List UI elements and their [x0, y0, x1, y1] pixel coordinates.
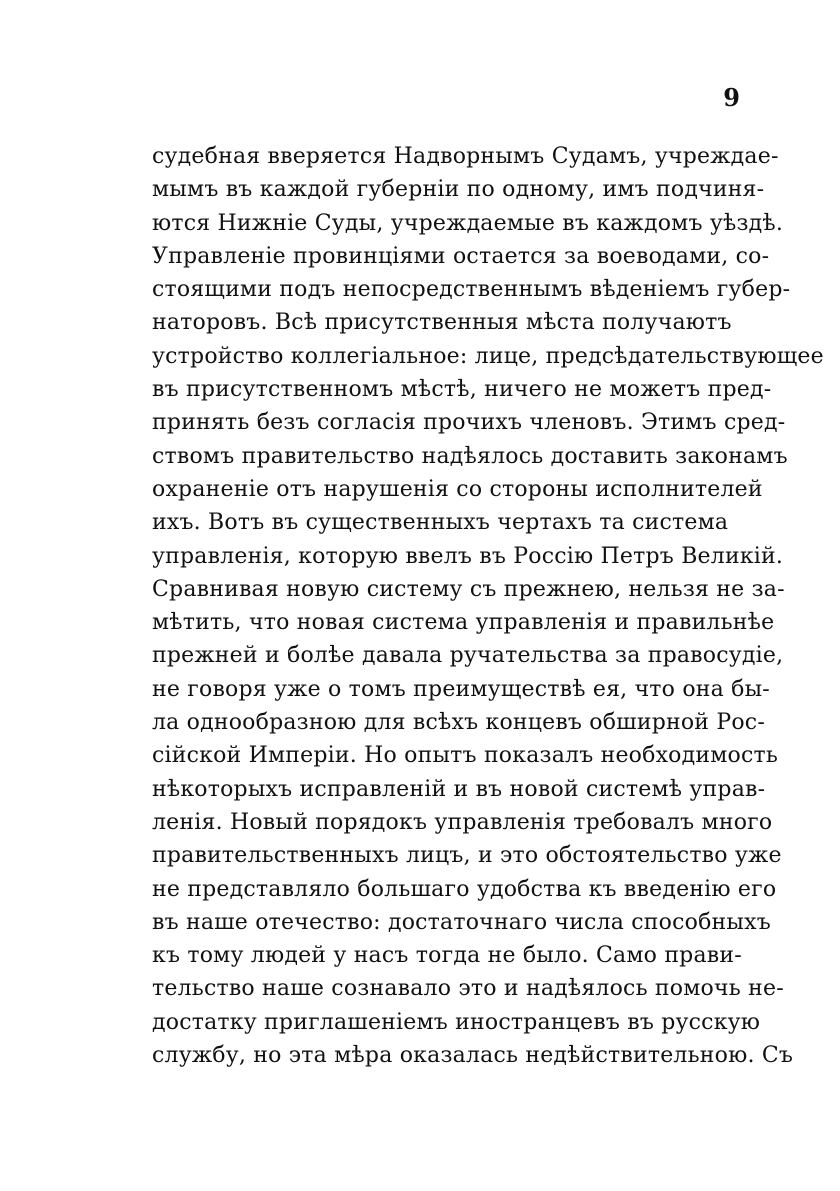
text-line: мымъ въ каждой губернiи по одному, имъ подчиня-	[152, 177, 765, 203]
text-line: мѣтить, что новая система управленiя и правильнѣе	[152, 610, 775, 636]
body-text	[152, 140, 824, 1072]
text-line: управленiя, которую ввелъ въ Россiю Петръ Великiй.	[152, 543, 784, 569]
text-line: въ присутственномъ мѣстѣ, ничего не можетъ пред-	[152, 377, 772, 403]
text-line: службу, но эта мѣра оказалась недѣйствительною. Съ	[152, 1043, 794, 1069]
text-line: не представляло большаго удобства къ введенiю его	[152, 876, 777, 902]
text-line: наторовъ. Всѣ присутственныя мѣста получаютъ	[152, 310, 732, 336]
text-line: прежней и болѣе давала ручательства за правосудiе,	[152, 643, 784, 669]
text-line: достатку приглашенiемъ иностранцевъ въ русскую	[152, 1009, 761, 1035]
text-line: ихъ. Вотъ въ существенныхъ чертахъ та система	[152, 510, 729, 536]
text-line: нѣкоторыхъ исправленiй и въ новой системѣ управ-	[152, 776, 766, 802]
text-line: ствомъ правительство надѣялось доставить законамъ	[152, 443, 788, 469]
page-number: 9	[723, 83, 740, 112]
text-line: тельство наше сознавало это и надѣялось помочь не-	[152, 976, 784, 1002]
text-line: ла однообразною для всѣхъ концевъ обширной Рос-	[152, 710, 765, 736]
text-line: не говоря уже о томъ преимуществѣ ея, что она бы-	[152, 676, 770, 702]
text-line: къ тому людей у насъ тогда не было. Само прави-	[152, 943, 742, 969]
text-line: Управленiе провинцiями остается за воеводами, со-	[152, 243, 770, 269]
text-line: Сравнивая новую систему съ прежнею, нельзя не за-	[152, 576, 785, 602]
text-line: правительственныхъ лицъ, и это обстоятельство уже	[152, 843, 782, 869]
text-line: ются Нижнiе Суды, учреждаемые въ каждомъ уѣздѣ.	[152, 210, 784, 236]
text-line: судебная вверяется Надворнымъ Судамъ, учреждае-	[152, 144, 779, 169]
text-line: ленiя. Новый порядокъ управленiя требовалъ много	[152, 809, 773, 835]
text-line: въ наше отечество: достаточнаго числа способныхъ	[152, 909, 771, 935]
text-line: стоящими подъ непосредственнымъ вѣденiемъ губер-	[152, 277, 791, 303]
text-line: принять безъ согласiя прочихъ членовъ. Этимъ сред-	[152, 410, 786, 436]
text-line: охраненiе отъ нарушенiя со стороны исполнителей	[152, 476, 763, 502]
text-line: сiйской Имперiи. Но опытъ показалъ необходимость	[152, 743, 779, 769]
text-line: устройство коллегiальное: лице, предсѣдательствующее	[152, 343, 824, 369]
